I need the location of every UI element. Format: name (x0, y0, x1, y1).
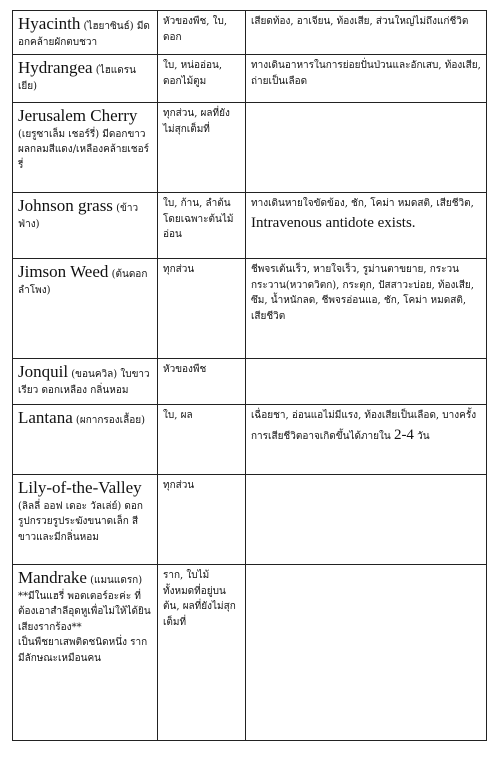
table-row (13, 359, 487, 405)
toxic-parts-cell: ใบ, ก้าน, ลำต้น โดยเฉพาะต้นไม้อ่อน (158, 193, 246, 259)
plant-name-th: (ไฮยาซินธ์) มีดอกคล้ายผักตบชวา (18, 21, 150, 48)
antidote-note: Intravenous antidote exists. (251, 214, 416, 231)
table-row (13, 193, 487, 259)
symptoms-cell (246, 103, 487, 193)
symptoms-cell (246, 359, 487, 405)
plant-name-cell (13, 55, 158, 103)
plant-name-cell (13, 405, 158, 475)
plant-name-cell (13, 475, 158, 565)
symptoms-cell: เสียดท้อง, อาเจียน, ท้องเสีย, ส่วนใหญ่ไม่ถึงแก่ชีวิต (246, 11, 487, 55)
plant-name-cell (13, 359, 158, 405)
plant-name-en: Mandrake (18, 568, 87, 587)
poisonous-plants-table (12, 10, 487, 741)
plant-name-th: (เยรูซาเล็ม เชอร์รี่) มีดอกขาว ผลกลมสีแดง/เหลืองคล้ายเชอร์รี่ (18, 128, 149, 171)
plant-name-en: Hydrangea (18, 58, 93, 77)
table-row (13, 55, 487, 103)
toxic-parts-cell: หัวของพืช, ใบ, ดอก (158, 11, 246, 55)
plant-name-cell (13, 259, 158, 359)
plant-name-th: (ข้าวฟ่าง) (18, 203, 139, 230)
plant-name-en: Lily-of-the-Valley (18, 478, 142, 497)
symptoms-cell (246, 405, 487, 475)
plant-name-th: (ผกากรองเลื้อย) (72, 415, 145, 426)
plant-name-en: Hyacinth (18, 14, 81, 33)
toxic-parts-cell: ราก, ใบไม้ทั้งหมดที่อยู่บนต้น, ผลที่ยังไม่สุกเต็มที่ (158, 565, 246, 741)
symptoms-text: ทางเดินหายใจขัดข้อง, ชัก, โคม่า หมดสติ, เสียชีวิต, (251, 198, 474, 209)
toxic-parts-cell: ทุกส่วน (158, 475, 246, 565)
toxic-parts-cell: หัวของพืช (158, 359, 246, 405)
toxic-parts-cell: ใบ, ผล (158, 405, 246, 475)
symptoms-cell: ชีพจรเต้นเร็ว, หายใจเร็ว, รูม่านตาขยาย, กระวนกระวาน(หวาดวิตก), กระตุก, ปัสสาวะบ่อย, ท้องเสีย, ซึม, น้ำหนักลด, ชีพจรอ่อนแอ, ชัก, โคม่า หมดสติ, เสียชีวิต (246, 259, 487, 359)
symptoms-tail: วัน (413, 430, 430, 442)
harry-potter-note: **มีในแฮรี่ พอตเตอร์อะค่ะ ที่ต้องเอาสำลีอุดหูเพื่อไม่ให้ได้ยินเสียงรากร้อง** (18, 590, 151, 633)
plant-name-en: Jonquil (18, 362, 69, 381)
plant-name-cell (13, 11, 158, 55)
plant-name-th: (ไฮแดรนเยีย) (18, 65, 136, 92)
plant-name-en: Jerusalem Cherry (18, 106, 138, 125)
symptoms-cell: ทางเดินอาหารในการย่อยปั่นป่วนและอักเสบ, ท้องเสีย, ถ่ายเป็นเลือด (246, 55, 487, 103)
symptoms-days: 2-4 (393, 426, 414, 443)
plant-description: เป็นพืชยาเสพติดชนิดหนึ่ง รากมีลักษณะเหมือนคน (18, 637, 148, 664)
toxic-parts-cell: ทุกส่วน, ผลที่ยังไม่สุกเต็มที่ (158, 103, 246, 193)
symptoms-text: เฉื่อยชา, อ่อนแอไม่มีแรง, ท้องเสียเป็นเลือด, บางครั้งการเสียชีวิตอาจเกิดขึ้นได้ภายใน (251, 410, 477, 442)
symptoms-cell (246, 475, 487, 565)
table-row (13, 259, 487, 359)
toxic-parts-cell: ทุกส่วน (158, 259, 246, 359)
plant-name-th: (แมนแดรก) (86, 575, 143, 586)
plant-name-th: (ขอนควิล) ใบขาวเรียว ดอกเหลือง กลิ่นหอม (18, 369, 150, 396)
plant-name-cell (13, 565, 158, 741)
table-row (13, 405, 487, 475)
plant-name-cell (13, 193, 158, 259)
plant-name-en: Jimson Weed (18, 262, 109, 281)
symptoms-cell (246, 193, 487, 259)
plant-name-th: (ลิลลี่ ออฟ เดอะ วัลเล่ย์) ดอกรูปกรวยรูประฆังขนาดเล็ก สีขาวและมีกลิ่นหอม (18, 500, 143, 543)
table-row (13, 103, 487, 193)
table-row (13, 565, 487, 741)
plant-name-en: Johnson grass (18, 196, 113, 215)
table-row (13, 475, 487, 565)
toxic-parts-cell: ใบ, หน่ออ่อน, ดอกไม้ตูม (158, 55, 246, 103)
table-row (13, 11, 487, 55)
symptoms-cell (246, 565, 487, 741)
plant-name-cell (13, 103, 158, 193)
plant-name-th: (ต้นดอกลำโพง) (18, 269, 148, 296)
plant-name-en: Lantana (18, 408, 73, 427)
